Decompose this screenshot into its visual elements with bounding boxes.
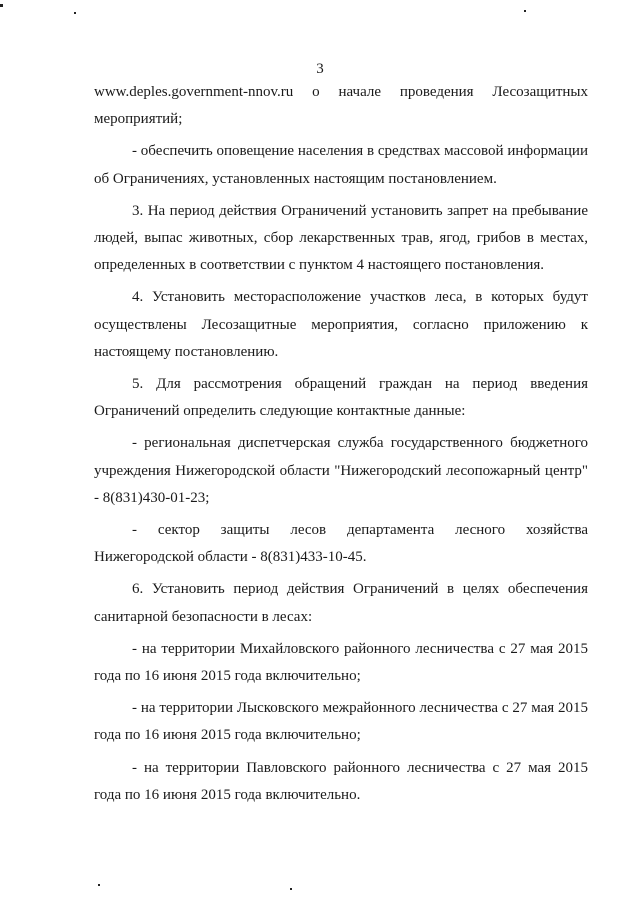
paragraph: - сектор защиты лесов департамента лесного хозяйства Нижегородской области - 8(831)433-10-45. <box>94 522 588 566</box>
page-number: 3 <box>316 61 324 77</box>
paragraph: - обеспечить оповещение населения в средствах массовой информации об Ограничениях, установленных настоящим постановлением. <box>94 143 588 187</box>
scan-mark <box>290 888 292 890</box>
paragraph: - на территории Михайловского районного лесничества с 27 мая 2015 года по 16 июня 2015 года включительно; <box>94 640 588 685</box>
paragraph: 5. Для рассмотрения обращений граждан на период введения Ограничений определить следующие контактные данные: <box>94 376 588 420</box>
scan-mark <box>524 10 526 12</box>
paragraph: - на территории Лысковского межрайонного лесничества с 27 мая 2015 года по 16 июня 2015 года включительно; <box>94 700 588 744</box>
paragraph: www.deples.government-nnov.ru о начале проведения Лесозащитных мероприятий; <box>94 84 588 128</box>
scan-mark <box>0 4 3 7</box>
paragraph: 4. Установить месторасположение участков леса, в которых будут осуществлены Лесозащитные мероприятия, согласно приложению к настоящему постановлению. <box>94 289 588 360</box>
paragraph: - региональная диспетчерская служба государственного бюджетного учреждения Нижегородской области "Нижегородский лесопожарный центр" - 8(831)430-01-23; <box>94 435 588 506</box>
paragraph: 3. На период действия Ограничений установить запрет на пребывание людей, выпас животных, сбор лекарственных трав, ягод, грибов в местах, определенных в соответствии с пунктом 4 настоящего постановления. <box>94 202 588 274</box>
scan-mark <box>74 12 76 14</box>
paragraph: - на территории Павловского районного лесничества с 27 мая 2015 года по 16 июня 2015 года включительно. <box>94 759 588 803</box>
paragraph: 6. Установить период действия Ограничений в целях обеспечения санитарной безопасности в лесах: <box>94 581 588 625</box>
scan-mark <box>98 884 100 886</box>
document-body <box>94 79 588 814</box>
